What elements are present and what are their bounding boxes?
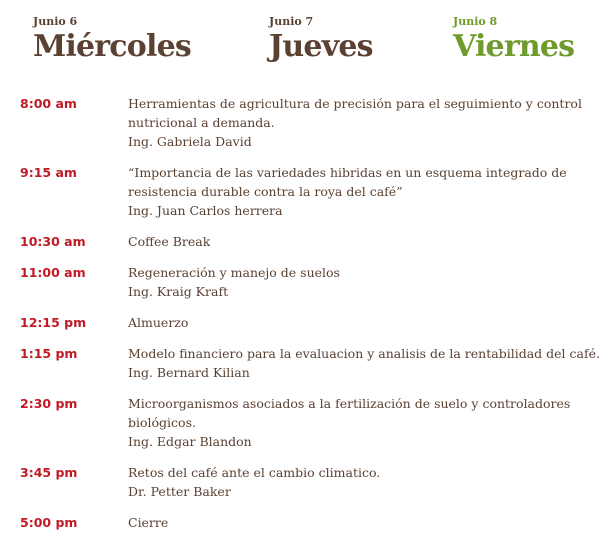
- schedule-time: 8:00 am: [20, 96, 77, 111]
- schedule-desc: [128, 313, 600, 332]
- session-speaker: Ing. Kraig Kraft: [128, 284, 229, 299]
- session-speaker: Ing. Gabriela David: [128, 134, 252, 149]
- schedule-row: [20, 232, 600, 251]
- session-speaker: Ing. Edgar Blandon: [128, 434, 252, 449]
- schedule-time: 12:15 pm: [20, 315, 87, 330]
- schedule-desc: [128, 344, 600, 382]
- tab-date: Junio 8: [453, 15, 498, 28]
- session-title: Cierre: [128, 515, 169, 530]
- tab-day: Viernes: [453, 29, 575, 64]
- schedule-row: [20, 513, 600, 532]
- schedule-desc: [128, 94, 600, 151]
- session-title: Coffee Break: [128, 234, 211, 249]
- schedule-row: [20, 263, 600, 301]
- schedule-desc: [128, 163, 600, 220]
- day-tabs: [33, 14, 593, 74]
- tab-date: Junio 6: [33, 15, 78, 28]
- schedule-time: 9:15 am: [20, 165, 77, 180]
- schedule-desc: [128, 263, 600, 301]
- session-speaker: Ing. Bernard Kilian: [128, 365, 250, 380]
- schedule-desc: [128, 463, 600, 501]
- session-title: Almuerzo: [128, 315, 189, 330]
- tab-date: Junio 7: [269, 15, 314, 28]
- session-title: “Importancia de las variedades hibridas en un esquema integrado de resistencia durable contra la roya del café”: [128, 165, 567, 199]
- schedule-row: [20, 394, 600, 451]
- schedule-time: 11:00 am: [20, 265, 86, 280]
- schedule-time: 1:15 pm: [20, 346, 78, 361]
- session-title: Modelo financiero para la evaluacion y analisis de la rentabilidad del café.: [128, 346, 600, 361]
- tab-jueves[interactable]: [269, 14, 373, 64]
- session-title: Regeneración y manejo de suelos: [128, 265, 340, 280]
- schedule-time: 10:30 am: [20, 234, 86, 249]
- schedule-desc: [128, 394, 600, 451]
- schedule-desc: [128, 513, 600, 532]
- session-title: Retos del café ante el cambio climatico.: [128, 465, 381, 480]
- session-speaker: Ing. Juan Carlos herrera: [128, 203, 283, 218]
- tab-day: Miércoles: [33, 29, 191, 64]
- session-title: Herramientas de agricultura de precisión para el seguimiento y control nutricional a demanda.: [128, 96, 582, 130]
- schedule-list: [20, 94, 600, 544]
- session-title: Microorganismos asociados a la fertilización de suelo y controladores biológicos.: [128, 396, 571, 430]
- session-speaker: Dr. Petter Baker: [128, 484, 231, 499]
- schedule-row: [20, 463, 600, 501]
- schedule-desc: [128, 232, 600, 251]
- schedule-time: 2:30 pm: [20, 396, 78, 411]
- tab-viernes[interactable]: [453, 14, 574, 64]
- schedule-row: [20, 313, 600, 332]
- schedule-time: 3:45 pm: [20, 465, 78, 480]
- tab-miercoles[interactable]: [33, 14, 191, 64]
- schedule-time: 5:00 pm: [20, 515, 78, 530]
- schedule-row: [20, 344, 600, 382]
- schedule-row: [20, 94, 600, 151]
- schedule-row: [20, 163, 600, 220]
- tab-day: Jueves: [269, 29, 373, 64]
